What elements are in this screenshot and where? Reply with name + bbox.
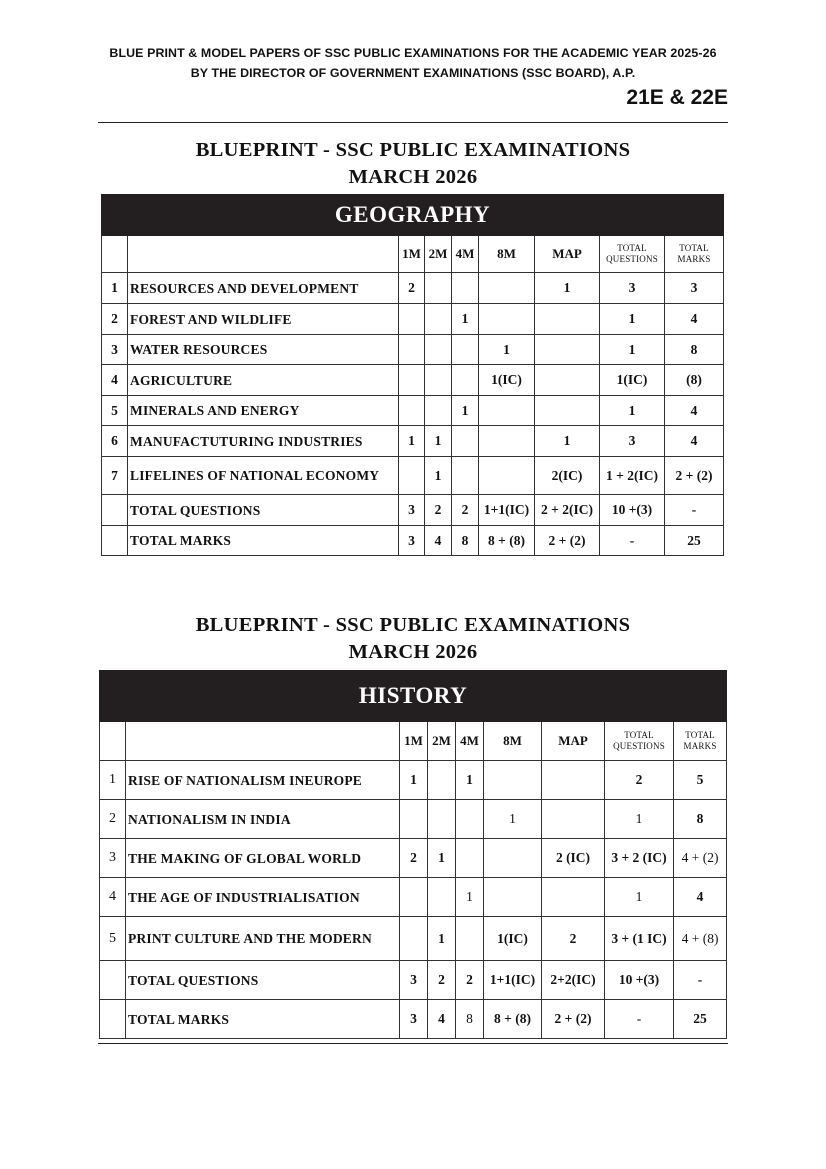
- cell-total-questions: 10 +(3): [600, 495, 665, 526]
- cell-total-questions: 1: [605, 800, 674, 839]
- cell-1m: 3: [399, 526, 425, 556]
- geo-header-map: MAP: [535, 236, 600, 273]
- cell-8m: 1: [479, 335, 535, 365]
- cell-map: 2(IC): [535, 457, 600, 495]
- cell-map: [535, 304, 600, 335]
- row-number: 3: [100, 839, 126, 878]
- geography-heading-line-2: MARCH 2026: [348, 166, 478, 188]
- cell-2m: [425, 335, 452, 365]
- cell-2m: [425, 304, 452, 335]
- total-questions-label: TOTAL QUESTIONS: [128, 495, 399, 526]
- geography-heading-line-1: BLUEPRINT - SSC PUBLIC EXAMINATIONS: [195, 139, 631, 161]
- history-heading-line-1: BLUEPRINT - SSC PUBLIC EXAMINATIONS: [195, 614, 631, 636]
- cell-4m: 1: [456, 878, 484, 917]
- cell-4m: 1: [456, 761, 484, 800]
- cell-8m: [479, 396, 535, 426]
- row-number: 1: [100, 761, 126, 800]
- cell-1m: 2: [399, 273, 425, 304]
- cell-1m: [399, 304, 425, 335]
- cell-map: 2: [542, 917, 605, 961]
- cell-2m: 1: [428, 839, 456, 878]
- cell-1m: [400, 878, 428, 917]
- total-marks-row: [102, 526, 724, 556]
- cell-4m: 2: [452, 495, 479, 526]
- cell-total-questions: 1 + 2(IC): [600, 457, 665, 495]
- hist-header-no: [100, 722, 126, 761]
- cell-4m: 2: [456, 961, 484, 1000]
- cell-4m: [452, 457, 479, 495]
- cell-1m: 1: [400, 761, 428, 800]
- table-row: [100, 917, 727, 961]
- cell-8m: 8 + (8): [484, 1000, 542, 1039]
- chapter-name: WATER RESOURCES: [128, 335, 399, 365]
- history-table: [99, 670, 727, 1039]
- row-number: 5: [100, 917, 126, 961]
- cell-2m: 4: [428, 1000, 456, 1039]
- geo-header-no: [102, 236, 128, 273]
- cell-2m: 2: [425, 495, 452, 526]
- row-number: 2: [102, 304, 128, 335]
- total-questions-row: [100, 961, 727, 1000]
- cell-map: [535, 365, 600, 396]
- cell-4m: [452, 426, 479, 457]
- cell-map: [542, 800, 605, 839]
- cell-total-marks: 2 + (2): [665, 457, 724, 495]
- table-row: [102, 335, 724, 365]
- cell-total-marks: 25: [674, 1000, 727, 1039]
- hist-header-1m: 1M: [400, 722, 428, 761]
- cell-total-marks: 4: [665, 396, 724, 426]
- cell-map: [535, 335, 600, 365]
- cell-4m: [456, 839, 484, 878]
- cell-2m: [425, 396, 452, 426]
- cell-4m: 1: [452, 396, 479, 426]
- chapter-name: NATIONALISM IN INDIA: [126, 800, 400, 839]
- table-row: [100, 839, 727, 878]
- total-marks-label: TOTAL MARKS: [128, 526, 399, 556]
- hist-header-8m: 8M: [484, 722, 542, 761]
- row-number: 5: [102, 396, 128, 426]
- cell-4m: [452, 335, 479, 365]
- cell-total-marks: 4: [674, 878, 727, 917]
- cell-total-marks: 4: [665, 304, 724, 335]
- row-number: 2: [100, 800, 126, 839]
- cell-8m: [484, 839, 542, 878]
- cell-total-questions: -: [605, 1000, 674, 1039]
- table-row: [102, 365, 724, 396]
- cell-total-questions: 10 +(3): [605, 961, 674, 1000]
- cell-4m: [452, 273, 479, 304]
- geo-header-total-marks: TOTAL MARKS: [665, 236, 724, 273]
- table-row: [102, 273, 724, 304]
- cell-total-questions: 3: [600, 273, 665, 304]
- cell-8m: 1: [484, 800, 542, 839]
- chapter-name: LIFELINES OF NATIONAL ECONOMY: [128, 457, 399, 495]
- cell-map: [535, 396, 600, 426]
- cell-map: 2+2(IC): [542, 961, 605, 1000]
- cell-total-questions: 3: [600, 426, 665, 457]
- table-row: [100, 800, 727, 839]
- history-subject-title: HISTORY: [100, 671, 727, 722]
- cell-1m: [399, 335, 425, 365]
- header-line-2: BY THE DIRECTOR OF GOVERNMENT EXAMINATIONS (SSC BOARD), A.P.: [190, 66, 636, 80]
- cell-2m: [425, 273, 452, 304]
- history-heading: [0, 612, 826, 666]
- cell-total-marks: 25: [665, 526, 724, 556]
- cell-map: [542, 761, 605, 800]
- cell-2m: [428, 878, 456, 917]
- cell-1m: [399, 365, 425, 396]
- chapter-name: RESOURCES AND DEVELOPMENT: [128, 273, 399, 304]
- cell-8m: 1(IC): [479, 365, 535, 396]
- cell-8m: 1(IC): [484, 917, 542, 961]
- table-row: [102, 396, 724, 426]
- cell-2m: 1: [428, 917, 456, 961]
- header-line-1: BLUE PRINT & MODEL PAPERS OF SSC PUBLIC EXAMINATIONS FOR THE ACADEMIC YEAR 2025-26: [109, 46, 717, 60]
- cell-total-marks: (8): [665, 365, 724, 396]
- table-row: [100, 878, 727, 917]
- cell-total-questions: -: [600, 526, 665, 556]
- cell-total-questions: 1: [600, 304, 665, 335]
- cell-8m: [479, 426, 535, 457]
- cell-2m: 2: [428, 961, 456, 1000]
- cell-4m: 8: [456, 1000, 484, 1039]
- chapter-name: RISE OF NATIONALISM INEUROPE: [126, 761, 400, 800]
- row-number: 4: [102, 365, 128, 396]
- geo-header-name: [128, 236, 399, 273]
- cell-8m: 1+1(IC): [479, 495, 535, 526]
- cell-4m: 1: [452, 304, 479, 335]
- hist-header-name: [126, 722, 400, 761]
- cell-map: [542, 878, 605, 917]
- row-number: [100, 1000, 126, 1039]
- cell-total-questions: 1: [600, 335, 665, 365]
- hist-header-map: MAP: [542, 722, 605, 761]
- cell-total-questions: 2: [605, 761, 674, 800]
- cell-total-marks: -: [665, 495, 724, 526]
- cell-4m: [456, 917, 484, 961]
- cell-4m: [456, 800, 484, 839]
- cell-1m: 3: [400, 1000, 428, 1039]
- cell-8m: 1+1(IC): [484, 961, 542, 1000]
- cell-total-questions: 1: [600, 396, 665, 426]
- paper-code: 21E & 22E: [626, 86, 728, 109]
- table-row: [102, 426, 724, 457]
- cell-8m: [479, 304, 535, 335]
- total-marks-label: TOTAL MARKS: [126, 1000, 400, 1039]
- cell-total-marks: 8: [674, 800, 727, 839]
- row-number: [102, 495, 128, 526]
- geography-column-header-row: [102, 236, 724, 273]
- footer-divider: [98, 1043, 728, 1044]
- chapter-name: PRINT CULTURE AND THE MODERN: [126, 917, 400, 961]
- geo-header-1m: 1M: [399, 236, 425, 273]
- cell-total-questions: 1(IC): [600, 365, 665, 396]
- geography-table: [101, 194, 724, 556]
- hist-header-total-marks: TOTAL MARKS: [674, 722, 727, 761]
- cell-1m: 2: [400, 839, 428, 878]
- cell-total-marks: -: [674, 961, 727, 1000]
- table-row: [102, 457, 724, 495]
- cell-total-questions: 1: [605, 878, 674, 917]
- row-number: 4: [100, 878, 126, 917]
- row-number: [102, 526, 128, 556]
- cell-2m: [428, 800, 456, 839]
- cell-2m: [428, 761, 456, 800]
- row-number: [100, 961, 126, 1000]
- geo-header-total-questions: TOTAL QUESTIONS: [600, 236, 665, 273]
- cell-4m: 8: [452, 526, 479, 556]
- table-row: [100, 761, 727, 800]
- geo-header-8m: 8M: [479, 236, 535, 273]
- cell-8m: [479, 273, 535, 304]
- cell-map: 1: [535, 426, 600, 457]
- cell-total-marks: 4 + (8): [674, 917, 727, 961]
- history-heading-line-2: MARCH 2026: [348, 641, 478, 663]
- history-column-header-row: [100, 722, 727, 761]
- geography-subject-title: GEOGRAPHY: [102, 195, 724, 236]
- total-questions-row: [102, 495, 724, 526]
- hist-header-total-questions: TOTAL QUESTIONS: [605, 722, 674, 761]
- chapter-name: MINERALS AND ENERGY: [128, 396, 399, 426]
- cell-map: 2 + (2): [535, 526, 600, 556]
- cell-1m: 3: [400, 961, 428, 1000]
- cell-map: 2 + 2(IC): [535, 495, 600, 526]
- cell-1m: [400, 917, 428, 961]
- chapter-name: AGRICULTURE: [128, 365, 399, 396]
- geography-heading: [0, 137, 826, 191]
- cell-total-questions: 3 + 2 (IC): [605, 839, 674, 878]
- total-marks-row: [100, 1000, 727, 1039]
- cell-map: 2 (IC): [542, 839, 605, 878]
- row-number: 6: [102, 426, 128, 457]
- chapter-name: THE MAKING OF GLOBAL WORLD: [126, 839, 400, 878]
- table-row: [102, 304, 724, 335]
- cell-1m: 1: [399, 426, 425, 457]
- cell-1m: 3: [399, 495, 425, 526]
- cell-2m: 1: [425, 457, 452, 495]
- cell-total-marks: 4 + (2): [674, 839, 727, 878]
- row-number: 7: [102, 457, 128, 495]
- cell-map: 2 + (2): [542, 1000, 605, 1039]
- geo-header-4m: 4M: [452, 236, 479, 273]
- header-divider: [98, 122, 728, 123]
- cell-8m: 8 + (8): [479, 526, 535, 556]
- cell-total-marks: 5: [674, 761, 727, 800]
- chapter-name: FOREST AND WILDLIFE: [128, 304, 399, 335]
- cell-1m: [399, 457, 425, 495]
- cell-8m: [484, 878, 542, 917]
- cell-total-questions: 3 + (1 IC): [605, 917, 674, 961]
- cell-8m: [484, 761, 542, 800]
- cell-2m: 4: [425, 526, 452, 556]
- cell-1m: [399, 396, 425, 426]
- chapter-name: THE AGE OF INDUSTRIALISATION: [126, 878, 400, 917]
- cell-2m: 1: [425, 426, 452, 457]
- cell-2m: [425, 365, 452, 396]
- row-number: 1: [102, 273, 128, 304]
- cell-4m: [452, 365, 479, 396]
- hist-header-2m: 2M: [428, 722, 456, 761]
- total-questions-label: TOTAL QUESTIONS: [126, 961, 400, 1000]
- geo-header-2m: 2M: [425, 236, 452, 273]
- chapter-name: MANUFACTUTURING INDUSTRIES: [128, 426, 399, 457]
- hist-header-4m: 4M: [456, 722, 484, 761]
- cell-total-marks: 4: [665, 426, 724, 457]
- cell-total-marks: 3: [665, 273, 724, 304]
- cell-map: 1: [535, 273, 600, 304]
- cell-8m: [479, 457, 535, 495]
- row-number: 3: [102, 335, 128, 365]
- cell-total-marks: 8: [665, 335, 724, 365]
- cell-1m: [400, 800, 428, 839]
